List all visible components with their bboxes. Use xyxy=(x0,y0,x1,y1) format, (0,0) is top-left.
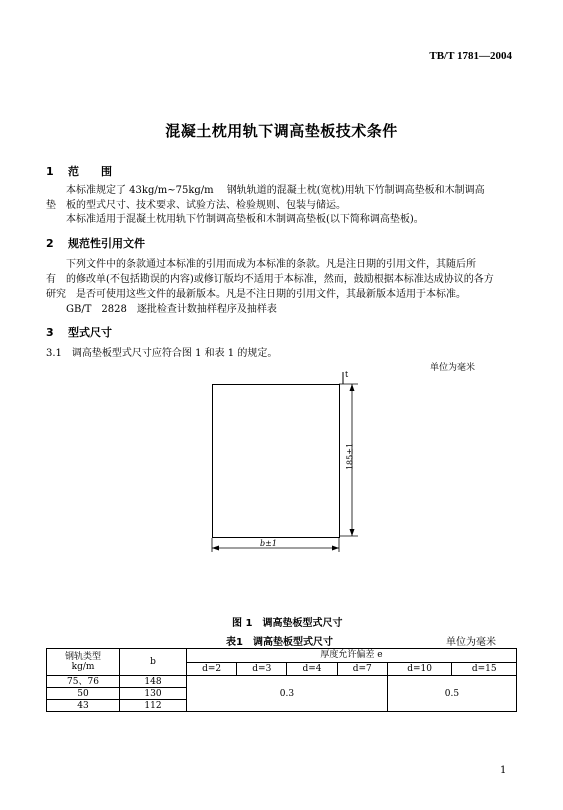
cell-rail: 43 xyxy=(47,700,120,712)
header-d-4: d=4 xyxy=(287,662,337,676)
header-d-15: d=15 xyxy=(452,662,517,676)
cell-rail: 50 xyxy=(47,688,120,700)
section-title: 规范性引用文件 xyxy=(68,237,145,250)
header-d-2: d=2 xyxy=(187,662,237,676)
width-dimension-label: b±1 xyxy=(260,539,277,548)
dimension-table xyxy=(46,648,517,712)
section-number: 2 xyxy=(46,237,54,250)
cell-tolerance-large: 0.5 xyxy=(387,676,516,712)
table-row xyxy=(47,676,517,688)
section-title: 型式尺寸 xyxy=(68,326,112,339)
header-thickness-tolerance: 厚度允许偏差 e xyxy=(187,649,517,663)
refs-line-1: 下列文件中的条款通过本标准的引用而成为本标准的条款。凡是注日期的引用文件，其随后所 xyxy=(66,259,476,270)
cell-b: 130 xyxy=(120,688,187,700)
height-dimension-label: 185±1 xyxy=(345,442,355,471)
cell-tolerance-small: 0.3 xyxy=(187,676,388,712)
cell-b: 148 xyxy=(120,676,187,688)
cell-rail: 75、76 xyxy=(47,676,120,688)
section-1-heading xyxy=(46,163,112,179)
scope-paragraph-1-line-1: 本标准规定了 43kg/m~75kg/m 钢轨轨道的混凝土枕(宽枕)用轨下竹制调高垫板和木制调高 xyxy=(66,185,485,196)
header-rail-type xyxy=(47,649,120,676)
page-number: 1 xyxy=(500,765,507,776)
section-2-heading xyxy=(46,235,145,251)
header-rail-label: 钢轨类型 xyxy=(64,652,101,662)
scope-paragraph-2: 本标准适用于混凝土枕用轨下竹制调高垫板和木制调高垫板(以下简称调高垫板)。 xyxy=(66,214,424,225)
refs-line-3: 研究 是否可使用这些文件的最新版本。凡是不注日期的引用文件，其最新版本适用于本标准。 xyxy=(46,289,466,300)
section-number: 3 xyxy=(46,326,54,339)
dimension-lines xyxy=(200,366,370,566)
header-d-7: d=7 xyxy=(337,662,387,676)
header-rail-unit: kg/m xyxy=(71,662,95,672)
header-d-3: d=3 xyxy=(237,662,287,676)
gb-reference xyxy=(66,303,277,317)
gb-code: GB/T 2828 xyxy=(66,304,127,315)
section-title: 范 围 xyxy=(68,165,112,178)
standard-code: TB/T 1781—2004 xyxy=(429,50,512,62)
thickness-label: t xyxy=(345,370,349,379)
cell-b: 112 xyxy=(120,700,187,712)
refs-line-2: 有 的修改单(不包括勘误的内容)或修订版均不适用于本标准，然而，鼓励根据本标准达成协议的各方 xyxy=(46,274,494,285)
scope-paragraph-1-line-2: 垫 板的型式尺寸、技术要求、试验方法、检验规则、包装与储运。 xyxy=(46,200,346,211)
gb-title: 逐批检查计数抽样程序及抽样表 xyxy=(136,304,277,315)
section-number: 1 xyxy=(46,165,54,178)
document-title: 混凝土枕用轨下调高垫板技术条件 xyxy=(165,122,398,140)
header-b: b xyxy=(120,649,187,676)
figure-caption: 图 1 调高垫板型式尺寸 xyxy=(232,618,343,629)
figure-unit-label: 单位为毫米 xyxy=(430,363,476,373)
table-caption: 表1 调高垫板型式尺寸 xyxy=(226,637,333,648)
header-d-10: d=10 xyxy=(387,662,452,676)
clause-3-1: 3.1 调高垫板型式尺寸应符合图 1 和表 1 的规定。 xyxy=(46,348,278,359)
table-unit-label: 单位为毫米 xyxy=(446,637,496,648)
section-3-heading xyxy=(46,324,112,340)
table-header-row xyxy=(47,649,517,663)
